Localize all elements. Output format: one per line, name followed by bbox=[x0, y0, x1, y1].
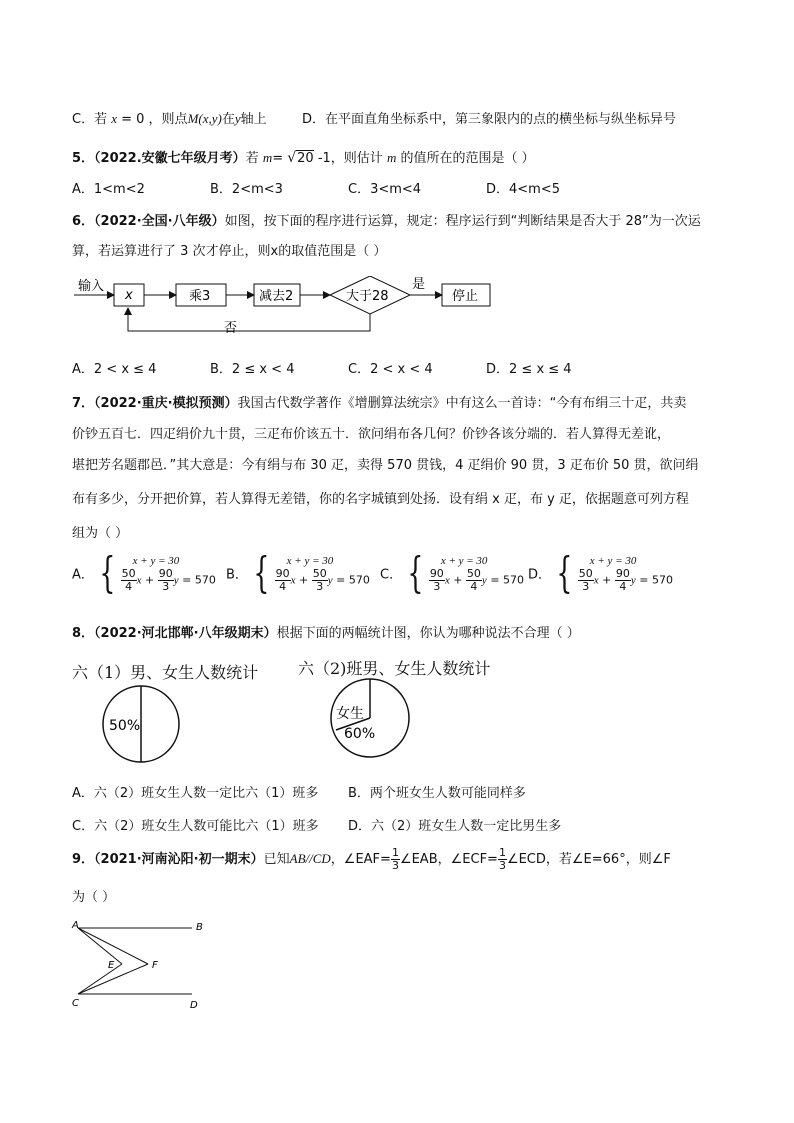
fraction-num: 90 bbox=[429, 566, 444, 580]
equation-system: x + y = 30 $\frac{50}{4}$ x + $\frac{90}{3}$ y = 570 bbox=[121, 554, 216, 593]
fraction-num: 90 bbox=[615, 566, 630, 580]
q5-stem: 5．（2022.安徽七年级月考）若 m= √20 -1，则估计 m 的值所在的范围是（ ） bbox=[72, 150, 535, 166]
equation-1: x + y = 30 bbox=[440, 554, 488, 567]
fraction-num: 90 bbox=[158, 566, 173, 580]
brace: { bbox=[99, 548, 116, 597]
q9-parallel: AB//CD bbox=[289, 851, 331, 866]
point-label-a: A bbox=[72, 920, 79, 931]
equation-1: x + y = 30 bbox=[589, 554, 637, 567]
segment-ec bbox=[78, 964, 122, 994]
q8-option-d[interactable]: D．六（2）班女生人数一定比男生多 bbox=[348, 819, 562, 834]
pie-2-slice-label: 女生 bbox=[336, 706, 364, 722]
sqrt-radicand: 20 bbox=[297, 151, 314, 166]
q4-c-var: y bbox=[234, 111, 241, 126]
q6-option-d[interactable]: D．2 ≤ x ≤ 4 bbox=[486, 362, 572, 377]
fraction-num: 1 bbox=[391, 846, 399, 859]
q8-text: 根据下面的两幅统计图，你认为哪种说法不合理（ ） bbox=[276, 626, 580, 641]
q7-text: 我国古代数学著作《增删算法统宗》中有这么一首诗：“今有布绢三十疋，共卖 bbox=[237, 396, 687, 411]
brace: { bbox=[556, 548, 573, 597]
fraction-den: 4 bbox=[470, 579, 478, 593]
q4-c-point: M(x,y) bbox=[187, 111, 222, 126]
q5-option-b[interactable]: B．2<m<3 bbox=[210, 182, 283, 197]
option-label: D． bbox=[528, 567, 552, 583]
question-number: 5． bbox=[72, 151, 95, 166]
q6-stem-line1 bbox=[72, 210, 701, 229]
flow-stop-label: 停止 bbox=[452, 289, 479, 304]
option-label: C． bbox=[380, 567, 403, 583]
point-label-c: C bbox=[72, 998, 79, 1009]
q9-stem-line1 bbox=[72, 847, 671, 872]
q9-text: ∠ECD，若∠E=66°，则∠F bbox=[506, 852, 671, 867]
q5-text: 的值所在的范围是（ ） bbox=[396, 151, 535, 166]
question-source: （2022·河北邯郸·八年级期末） bbox=[94, 626, 277, 641]
brace: { bbox=[407, 548, 424, 597]
q5-text: = bbox=[272, 151, 288, 166]
question-number: 6． bbox=[72, 214, 95, 229]
pie-chart-1-title: 六（1）男、女生人数统计 bbox=[72, 663, 259, 682]
pie-2-slice-value: 60% bbox=[344, 726, 376, 742]
q7-stem-line2: 价钞五百七．四疋绢价九十贯，三疋布价该五十．欲问绢布各几何？价钞各该分端的．若人算得无差讹， bbox=[72, 427, 671, 442]
equation-system: x + y = 30 $\frac{90}{4}$ x + $\frac{50}{3}$ y = 570 bbox=[275, 554, 370, 593]
q6-option-a[interactable]: A．2 < x ≤ 4 bbox=[72, 362, 157, 377]
segment-af bbox=[78, 928, 148, 964]
point-label-e: E bbox=[108, 960, 115, 971]
q4-line bbox=[72, 108, 267, 127]
q5-var: m bbox=[386, 150, 397, 165]
flow-x-label: x bbox=[125, 288, 133, 303]
fraction-num: 50 bbox=[466, 566, 481, 580]
q4-c-var: x bbox=[111, 111, 117, 126]
q4-c-text: C．若 bbox=[72, 112, 112, 127]
q8-option-c[interactable]: C．六（2）班女生人数可能比六（1）班多 bbox=[72, 819, 319, 834]
fraction-den: 3 bbox=[498, 859, 506, 872]
q4-c-text: 轴上 bbox=[240, 112, 267, 127]
pie-chart-2-title: 六（2)班男、女生人数统计 bbox=[298, 659, 491, 678]
question-source: （2021·河南沁阳·初一期末） bbox=[94, 852, 264, 867]
q8-stem bbox=[72, 622, 580, 641]
equation-system: x + y = 30 $\frac{50}{3}$ x + $\frac{90}{4}$ y = 570 bbox=[578, 554, 673, 593]
q5-text: -1，则估计 bbox=[313, 151, 387, 166]
q7-stem-line5: 组为（ ） bbox=[72, 526, 129, 541]
q9-geometry-figure bbox=[70, 918, 210, 1018]
brace: { bbox=[253, 548, 270, 597]
fraction-den: 4 bbox=[125, 579, 133, 593]
q6-text: 如图，按下面的程序进行运算，规定：程序运行到“判断结果是否大于 28”为一次运 bbox=[224, 214, 701, 229]
q5-option-d[interactable]: D．4<m<5 bbox=[486, 182, 561, 197]
fraction-num: 90 bbox=[275, 566, 290, 580]
q9-text: ，∠EAF= bbox=[330, 852, 391, 867]
flow-sub-label: 减去2 bbox=[259, 289, 294, 304]
q5-text: 若 bbox=[245, 151, 263, 166]
equation-rhs: = 570 bbox=[490, 573, 525, 586]
question-source: （2022·全国·八年级） bbox=[94, 214, 225, 229]
q6-stem-line2: 算，若运算进行了 3 次才停止，则x的取值范围是（ ） bbox=[72, 244, 387, 259]
question-source: （2022.安徽七年级月考） bbox=[94, 151, 246, 166]
pie-1-slice-label: 50% bbox=[109, 718, 141, 734]
equation-system: x + y = 30 $\frac{90}{3}$ x + $\frac{50}{4}$ y = 570 bbox=[429, 554, 525, 593]
q6-flowchart bbox=[74, 276, 574, 336]
question-number: 9． bbox=[72, 852, 95, 867]
question-number: 7． bbox=[72, 396, 95, 411]
q9-text: ∠EAB，∠ECF= bbox=[399, 852, 498, 867]
equation-1: x + y = 30 bbox=[286, 554, 334, 567]
q7-stem-line4: 布有多少，分开把价算，若人算得无差错，你的名字城镇到处扬．设有绢 x 疋，布 y 疋，依据题意可列方程 bbox=[72, 492, 689, 507]
segment-ae bbox=[78, 928, 122, 964]
fraction-num: 50 bbox=[578, 566, 593, 580]
fraction-den: 3 bbox=[162, 579, 170, 593]
q6-option-b[interactable]: B．2 ≤ x < 4 bbox=[210, 362, 295, 377]
fraction-den: 3 bbox=[316, 579, 324, 593]
q7-option-c[interactable] bbox=[380, 548, 525, 597]
q9-text: 已知 bbox=[263, 852, 290, 867]
fraction-den: 4 bbox=[619, 579, 627, 593]
flow-yes-label: 是 bbox=[412, 277, 426, 292]
equation-rhs: = 570 bbox=[336, 573, 370, 586]
flow-no-label: 否 bbox=[224, 321, 238, 336]
equation-1: x + y = 30 bbox=[132, 554, 180, 567]
q4-c-text: = 0 ，则点 bbox=[117, 112, 188, 127]
q7-option-d[interactable] bbox=[528, 548, 673, 597]
option-label: A． bbox=[72, 567, 94, 583]
fraction-den: 3 bbox=[582, 579, 590, 593]
q7-stem-line1 bbox=[72, 392, 686, 411]
fraction-den: 3 bbox=[391, 859, 399, 872]
point-label-f: F bbox=[152, 960, 158, 971]
fraction-den: 3 bbox=[433, 579, 441, 593]
q5-option-a[interactable]: A．1<m<2 bbox=[72, 182, 145, 197]
pie-chart-2 bbox=[328, 676, 412, 760]
q4-c-text: 在 bbox=[221, 112, 235, 127]
equation-rhs: = 570 bbox=[639, 573, 673, 586]
point-label-d: D bbox=[190, 1000, 198, 1011]
option-label: B． bbox=[226, 567, 248, 583]
q7-stem-line3: 堪把芳名题郡邑．”其大意是：今有绢与布 30 疋，卖得 570 贯钱，4 疋绢价 90 贯，3 疋布价 50 贯，欲问绢 bbox=[72, 458, 699, 473]
q8-option-a[interactable]: A．六（2）班女生人数一定比六（1）班多 bbox=[72, 786, 319, 801]
flow-mul-label: 乘3 bbox=[189, 289, 211, 304]
fraction-num: 50 bbox=[312, 566, 327, 580]
fraction-den: 4 bbox=[279, 579, 287, 593]
q5-option-c[interactable]: C．3<m<4 bbox=[348, 182, 422, 197]
question-number: 8． bbox=[72, 626, 95, 641]
q7-option-b[interactable] bbox=[226, 548, 370, 597]
q5-var: m bbox=[262, 150, 273, 165]
q6-option-c[interactable]: C．2 < x < 4 bbox=[348, 362, 433, 377]
q7-option-a[interactable] bbox=[72, 548, 216, 597]
point-label-b: B bbox=[196, 922, 203, 933]
fraction-num: 50 bbox=[121, 566, 136, 580]
fraction-num: 1 bbox=[498, 846, 506, 859]
flow-cond-label: 大于28 bbox=[346, 289, 389, 304]
pie-chart-1 bbox=[101, 684, 181, 764]
q8-option-b[interactable]: B．两个班女生人数可能同样多 bbox=[348, 786, 526, 801]
question-source: （2022·重庆·模拟预测） bbox=[94, 396, 238, 411]
q9-stem-line2: 为（ ） bbox=[72, 890, 116, 905]
q4-option-d: D．在平面直角坐标系中，第三象限内的点的横坐标与纵坐标异号 bbox=[302, 112, 677, 127]
equation-rhs: = 570 bbox=[182, 573, 216, 586]
flow-input-label: 输入 bbox=[78, 279, 105, 294]
